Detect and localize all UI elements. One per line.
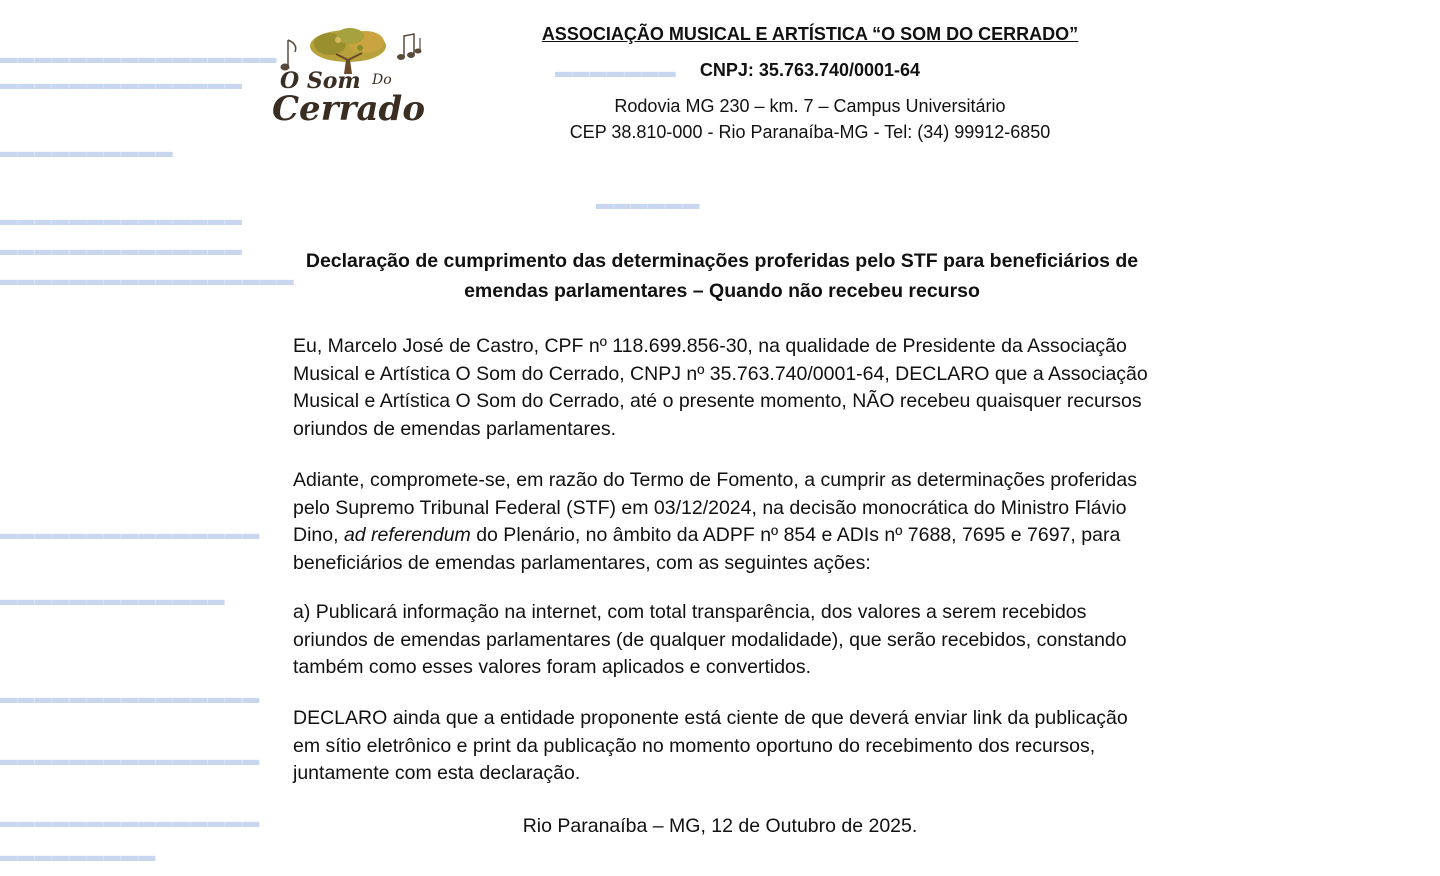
organization-name: ASSOCIAÇÃO MUSICAL E ARTÍSTICA “O SOM DO CERRADO” — [541, 24, 1079, 44]
bleed-through-text: ▬▬▬▬▬▬▬▬▬▬▬▬▬▬▬▬ — [0, 48, 277, 67]
bleed-through-text: ▬▬▬▬▬▬▬▬▬▬▬▬▬▬▬ — [0, 812, 260, 831]
document-title: Declaração de cumprimento das determinações proferidas pelo STF para beneficiários de emendas parlamentares – Quando não recebeu recurso — [305, 250, 1139, 302]
declaration-paragraph-1: Eu, Marcelo José de Castro, CPF nº 118.699.856-30, na qualidade de Presidente da Associação Musical e Artística O Som do Cerrado, CNPJ nº 35.763.740/0001-64, DECLARO que a Associação Musical e Artística O Som do Cerrado, até o presente momento, NÃO recebeu quaisquer recursos oriundos de emendas parlamentares. — [293, 335, 1148, 440]
logo-text-line1: O Som — [280, 68, 361, 94]
bleed-through-text: ▬▬▬▬▬▬▬▬▬▬▬▬▬▬▬ — [0, 750, 260, 769]
declaration-paragraph-3: a) Publicará informação na internet, com total transparência, dos valores a serem recebidos oriundos de emendas parlamentares (de qualquer modalidade), que serão recebidos, constando também como esses valores foram aplicados e convertidos. — [293, 601, 1127, 678]
bleed-through-text: ▬▬▬▬▬▬▬ — [555, 62, 677, 81]
declaration-paragraph-4: DECLARO ainda que a entidade proponente está ciente de que deverá enviar link da publicação em sítio eletrônico e print da publicação no momento oportuno do recebimento dos recursos, juntamente com esta declaração. — [293, 707, 1128, 784]
bleed-through-text: ▬▬▬▬▬▬▬▬▬▬ — [0, 142, 173, 161]
bleed-through-text: ▬▬▬▬▬▬▬▬▬▬▬▬▬▬▬ — [0, 524, 260, 543]
logo-text-line3: Cerrado — [272, 89, 425, 129]
bleed-through-text: ▬▬▬▬▬▬▬▬▬▬▬▬▬▬ — [0, 74, 243, 93]
address-line-1: Rodovia MG 230 – km. 7 – Campus Universitário — [614, 96, 1006, 116]
bleed-through-text: ▬▬▬▬▬▬▬▬▬▬▬▬▬▬▬▬▬ — [0, 270, 295, 289]
organization-cnpj: CNPJ: 35.763.740/0001-64 — [699, 60, 921, 80]
address-line-2: CEP 38.810-000 - Rio Paranaíba-MG - Tel: (34) 99912-6850 — [569, 122, 1051, 142]
declaration-paragraph-2 — [293, 467, 1153, 577]
logo-text-line2: Do — [372, 72, 392, 88]
paragraph-2-text-end: do Plenário, no âmbito da ADPF nº 854 e ADIs nº 7688, 7695 e 7697, para beneficiários de emendas parlamentares, com as seguintes ações: — [293, 524, 1121, 574]
bleed-through-text: ▬▬▬▬▬▬▬▬▬▬▬▬▬ — [0, 590, 225, 609]
organization-logo — [268, 26, 438, 130]
bleed-through-text: ▬▬▬▬▬▬▬▬▬ — [0, 846, 156, 865]
paragraph-2-italic-term: ad referendum — [343, 524, 471, 546]
bleed-through-text: ▬▬▬▬▬▬▬▬▬▬▬▬▬▬ — [0, 210, 243, 229]
bleed-through-text: ▬▬▬▬▬▬▬▬▬▬▬▬▬▬▬ — [0, 688, 260, 707]
bleed-through-text: ▬▬▬▬▬▬ — [596, 194, 700, 213]
bleed-through-text: ▬▬▬▬▬▬▬▬▬▬▬▬▬▬ — [0, 240, 243, 259]
paragraph-2-text-start: Adiante, compromete-se, em razão do Termo de Fomento, a cumprir as determinações proferidas pelo Supremo Tribunal Federal (STF) em 03/12/2024, na decisão monocrática do Ministro Flávio Dino, — [293, 469, 1137, 546]
closing-date-line: Rio Paranaíba – MG, 12 de Outubro de 2025. — [522, 815, 918, 837]
